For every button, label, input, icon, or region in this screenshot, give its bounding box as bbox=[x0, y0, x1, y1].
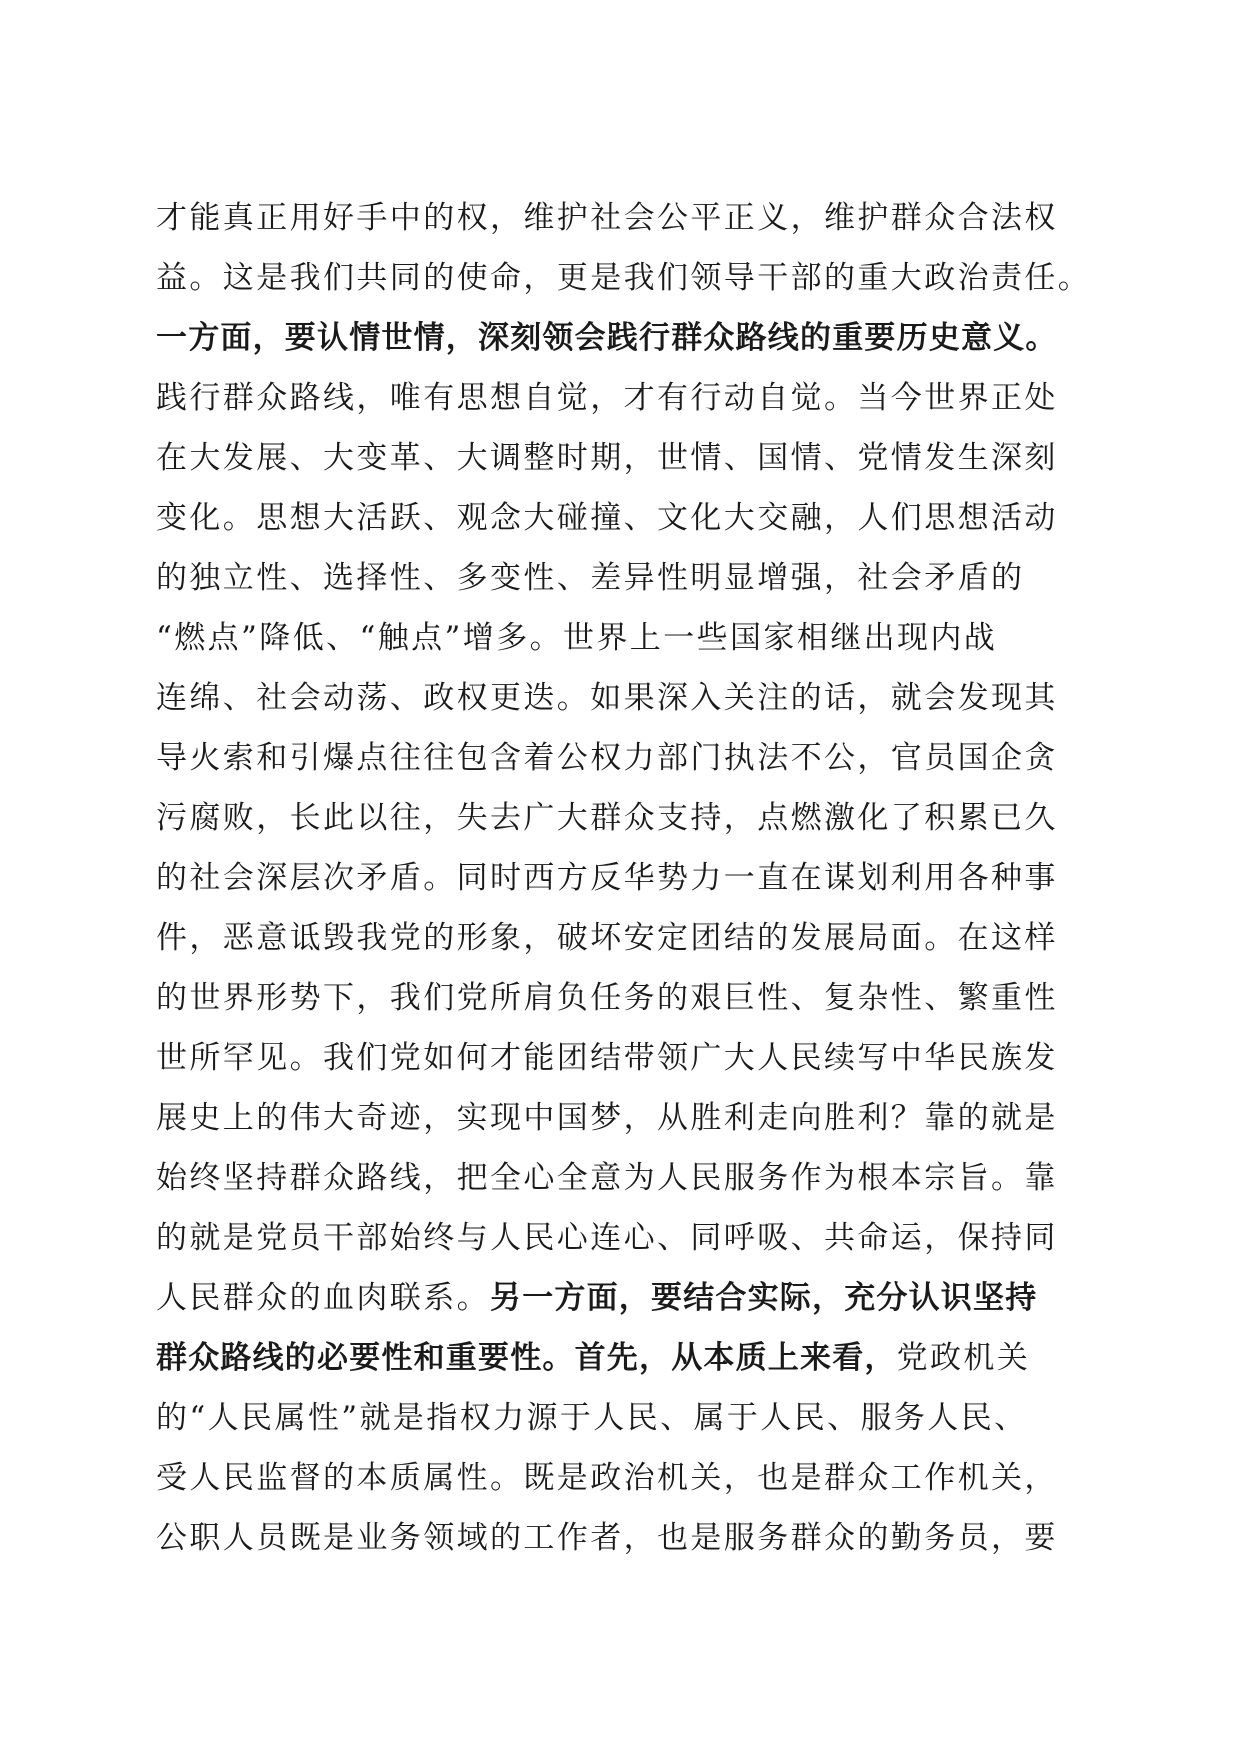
text-line: 件，恶意诋毁我党的形象，破坏安定团结的发展局面。在这样 bbox=[156, 920, 1058, 956]
text-line: 世所罕见。我们党如何才能团结带领广大人民续写中华民族发 bbox=[156, 1040, 1058, 1076]
mixed-text-line bbox=[156, 1328, 1076, 1388]
text-line: 才能真正用好手中的权，维护社会公平正义，维护群众合法权 bbox=[156, 200, 1058, 236]
text-line: 的社会深层次矛盾。同时西方反华势力一直在谋划利用各种事 bbox=[156, 860, 1058, 896]
text-line: 的“人民属性”就是指权力源于人民、属于人民、服务人民、 bbox=[156, 1400, 1028, 1436]
text-line: 公职人员既是业务领域的工作者，也是服务群众的勤务员，要 bbox=[156, 1520, 1058, 1556]
mixed-text-line bbox=[156, 1268, 1076, 1328]
document-body bbox=[156, 188, 1092, 1568]
text-line: 始终坚持群众路线，把全心全意为人民服务作为根本宗旨。靠 bbox=[156, 1160, 1058, 1196]
text-line: 益。这是我们共同的使命，更是我们领导干部的重大政治责任。 bbox=[156, 260, 1092, 296]
text-line: 践行群众路线，唯有思想自觉，才有行动自觉。当今世界正处 bbox=[156, 380, 1058, 416]
section-heading-line: 一方面，要认情世情，深刻领会践行群众路线的重要历史意义。 bbox=[156, 320, 1058, 356]
bold-heading-segment: 群众路线的必要性和重要性。首先，从本质上来看， bbox=[156, 1340, 897, 1376]
text-segment: 人民群众的血肉联系。 bbox=[156, 1280, 490, 1316]
text-line: “燃点”降低、“触点”增多。世界上一些国家相继出现内战 bbox=[156, 620, 998, 656]
text-line: 的独立性、选择性、多变性、差异性明显增强，社会矛盾的 bbox=[156, 560, 1025, 596]
text-line: 在大发展、大变革、大调整时期，世情、国情、党情发生深刻 bbox=[156, 440, 1058, 476]
text-line: 连绵、社会动荡、政权更迭。如果深入关注的话，就会发现其 bbox=[156, 680, 1058, 716]
text-line: 污腐败，长此以往，失去广大群众支持，点燃激化了积累已久 bbox=[156, 800, 1058, 836]
text-line: 的世界形势下，我们党所肩负任务的艰巨性、复杂性、繁重性 bbox=[156, 980, 1058, 1016]
text-line: 的就是党员干部始终与人民心连心、同呼吸、共命运，保持同 bbox=[156, 1220, 1058, 1256]
bold-heading-segment: 另一方面，要结合实际，充分认识坚持 bbox=[490, 1280, 1038, 1316]
text-line: 展史上的伟大奇迹，实现中国梦，从胜利走向胜利？靠的就是 bbox=[156, 1100, 1058, 1136]
text-line: 导火索和引爆点往往包含着公权力部门执法不公，官员国企贪 bbox=[156, 740, 1058, 776]
text-segment: 党政机关 bbox=[896, 1340, 1031, 1376]
text-line: 变化。思想大活跃、观念大碰撞、文化大交融，人们思想活动 bbox=[156, 500, 1058, 536]
text-line: 受人民监督的本质属性。既是政治机关，也是群众工作机关， bbox=[156, 1460, 1058, 1496]
